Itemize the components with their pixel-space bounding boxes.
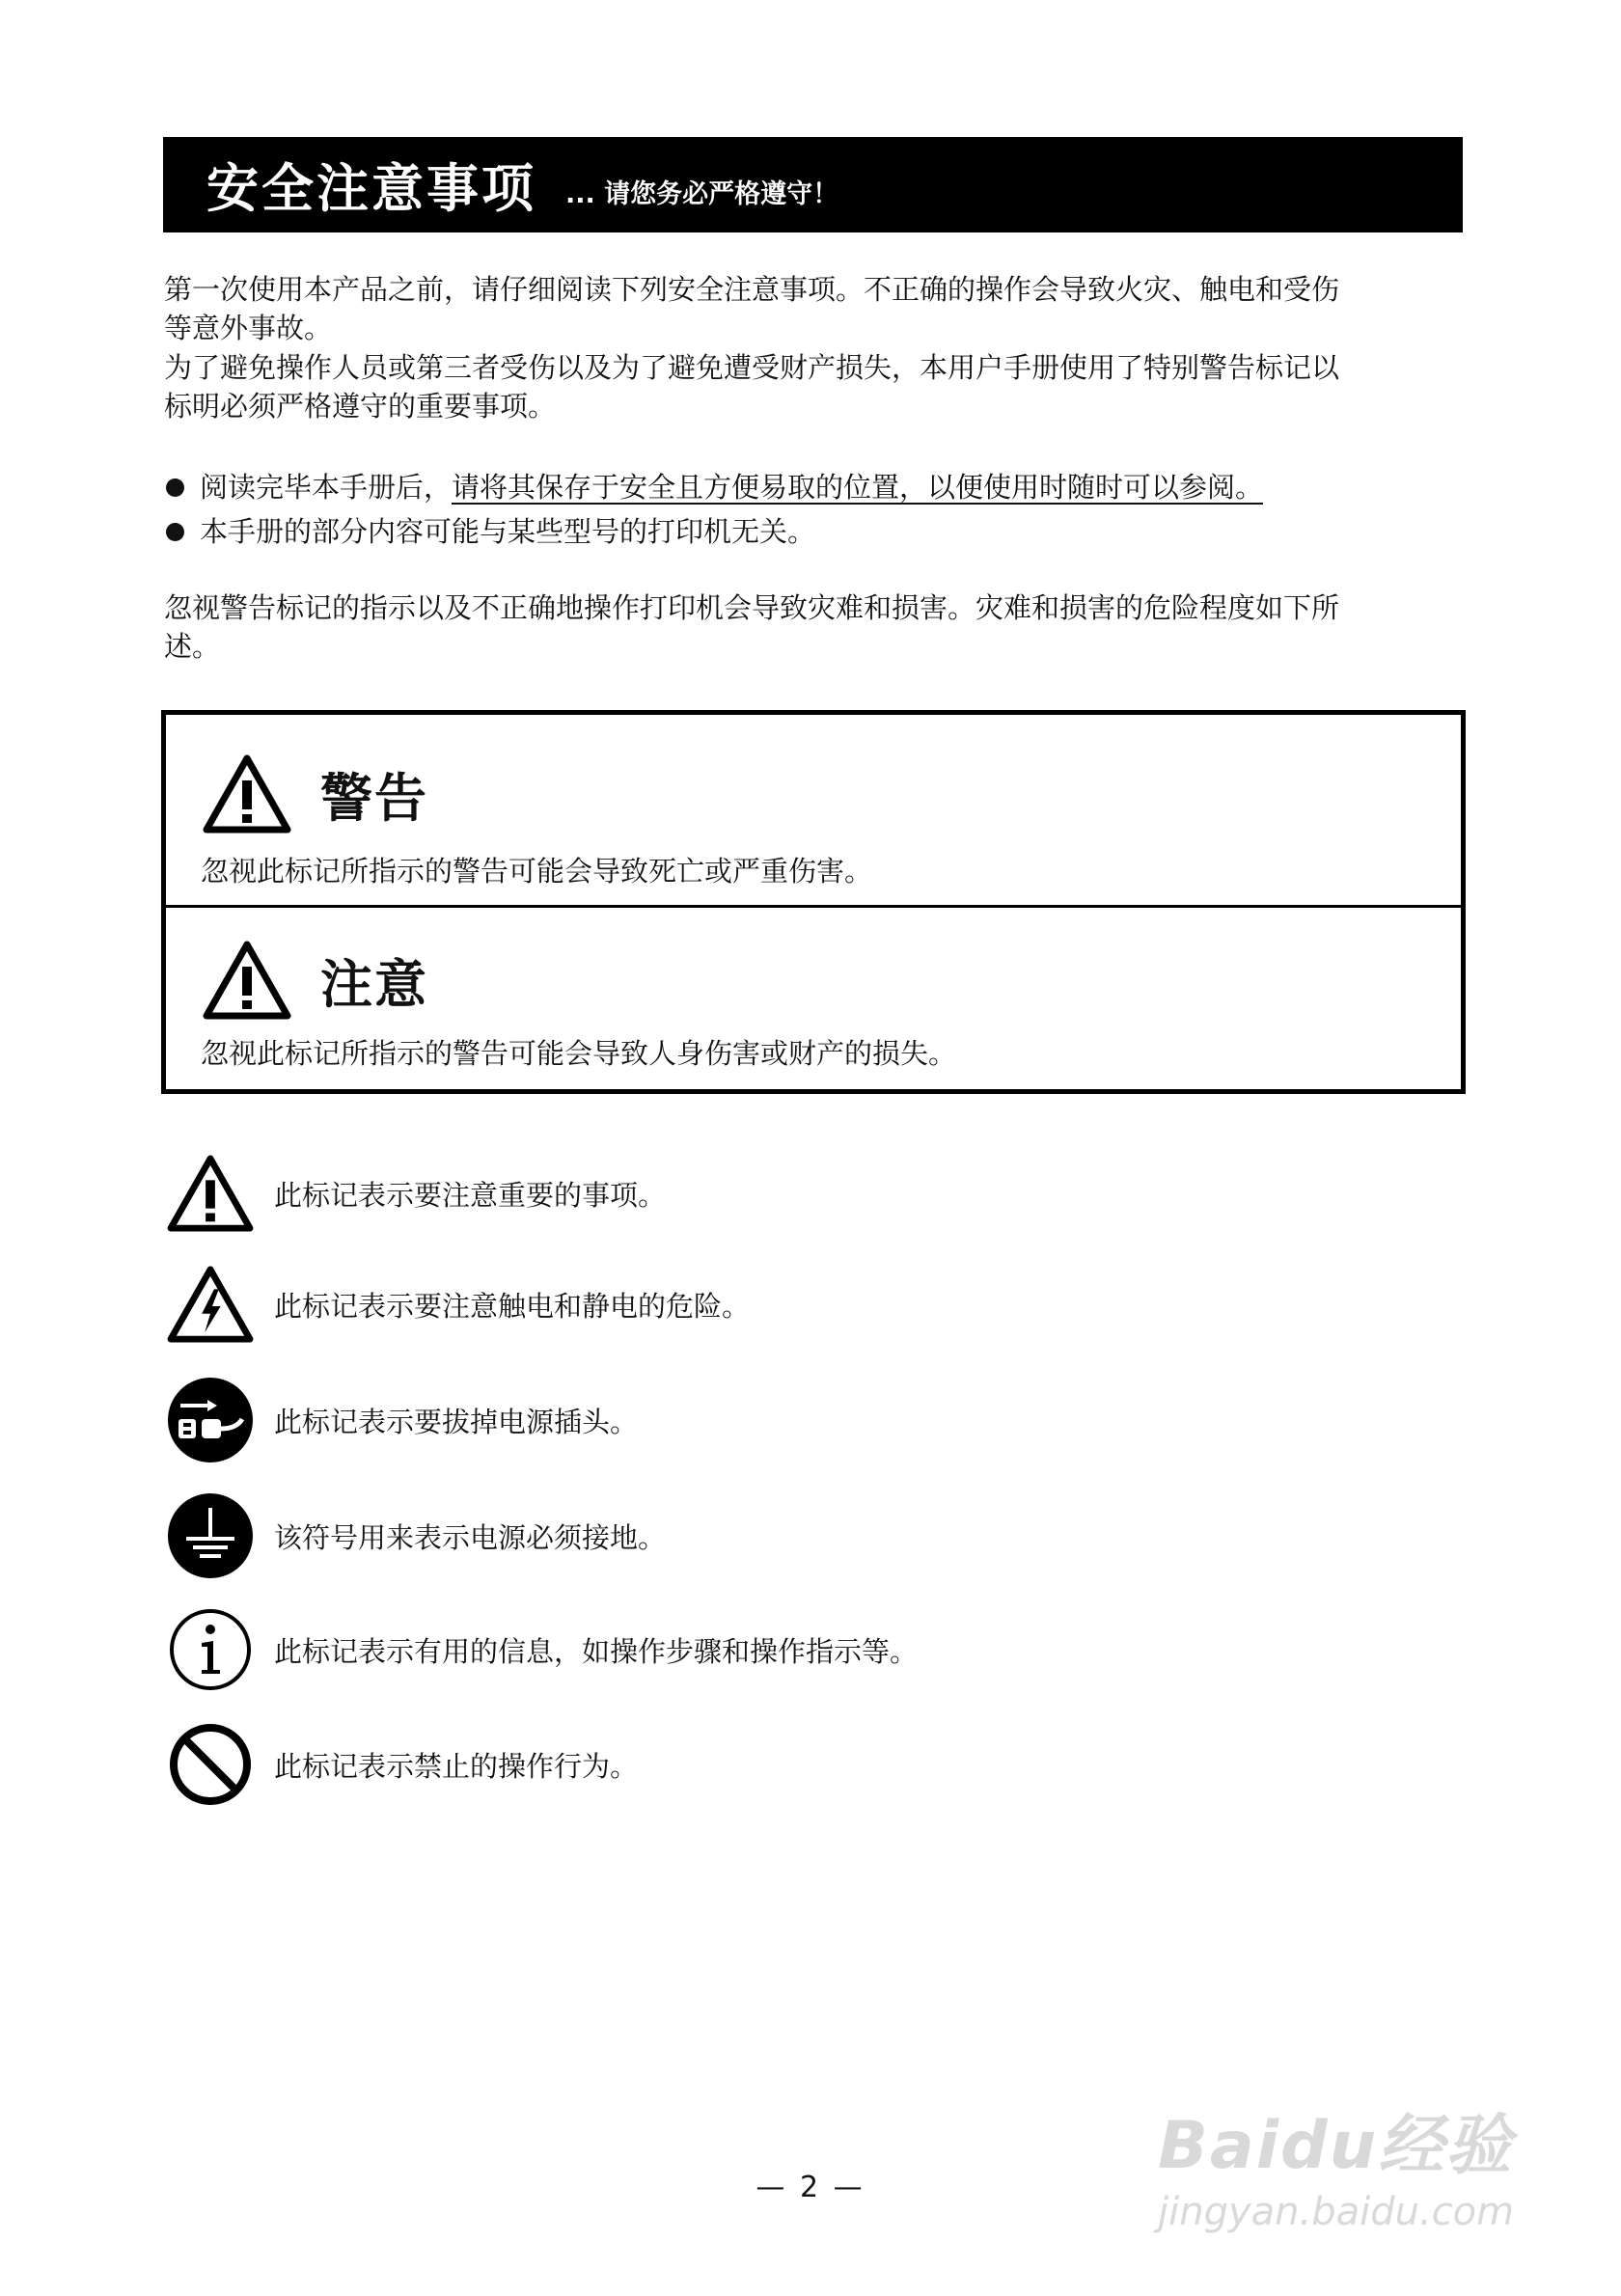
intro-paragraph-1 — [164, 270, 1467, 347]
info-icon — [166, 1606, 255, 1693]
exclamation-triangle-icon — [203, 753, 291, 834]
symbol-text: 此标记表示要注意触电和静电的危险。 — [274, 1289, 751, 1323]
notice-line2: 述。 — [164, 630, 221, 663]
intro-p1-line1: 第一次使用本产品之前，请仔细阅读下列安全注意事项。不正确的操作会导致火灾、触电和受伤 — [164, 273, 1340, 306]
list-item — [166, 465, 1469, 509]
symbol-row — [166, 1150, 666, 1237]
prohibited-icon — [166, 1721, 255, 1808]
page-subtitle: ... 请您务必严格遵守！ — [565, 179, 839, 209]
ground-icon — [166, 1492, 255, 1579]
symbol-row — [166, 1721, 638, 1808]
page-number-text: — 2 — — [756, 2171, 865, 2204]
bullet-list — [166, 465, 1469, 554]
bullet-dot — [166, 523, 184, 541]
intro-p2-line2: 标明必须严格遵守的重要事项。 — [164, 390, 557, 423]
notice-line1: 忽视警告标记的指示以及不正确地操作打印机会导致灾难和损害。灾难和损害的危险程度如下所 — [164, 591, 1340, 624]
unplug-icon — [166, 1377, 255, 1463]
symbol-text: 此标记表示有用的信息，如操作步骤和操作指示等。 — [274, 1634, 919, 1668]
electric-shock-icon — [166, 1261, 255, 1348]
list-item — [166, 509, 1469, 554]
symbol-text: 该符号用来表示电源必须接地。 — [274, 1520, 667, 1554]
warning-text: 忽视此标记所指示的警告可能会导致死亡或严重伤害。 — [201, 855, 873, 888]
intro-p1-line2: 等意外事故。 — [164, 312, 333, 344]
symbol-row — [166, 1261, 750, 1348]
warning-label: 警告 — [320, 767, 428, 829]
bullet-1-underlined: 请将其保存于安全且方便易取的位置，以便使用时随时可以参阅。 — [452, 471, 1264, 504]
warning-section — [166, 715, 1461, 908]
symbol-text: 此标记表示要注意重要的事项。 — [274, 1178, 667, 1212]
watermark — [1158, 2074, 1544, 2248]
warning-heading — [203, 753, 428, 834]
page-title: 安全注意事项 — [206, 158, 536, 219]
bullet-dot — [166, 478, 184, 497]
bullet-1-prefix: 阅读完毕本手册后， — [200, 471, 453, 504]
exclamation-triangle-icon — [166, 1150, 255, 1237]
watermark-logo: Baidu经验 — [1158, 2108, 1514, 2184]
caution-text: 忽视此标记所指示的警告可能会导致人身伤害或财产的损失。 — [201, 1037, 957, 1070]
intro-p2-line1: 为了避免操作人员或第三者受伤以及为了避免遭受财产损失，本用户手册使用了特别警告标记以 — [164, 351, 1340, 384]
title-bar — [163, 137, 1463, 232]
symbol-row — [166, 1492, 666, 1579]
symbol-row — [166, 1377, 638, 1463]
warning-box — [161, 710, 1466, 1094]
symbol-text: 此标记表示禁止的操作行为。 — [274, 1749, 639, 1783]
symbol-row — [166, 1606, 918, 1693]
caution-label: 注意 — [320, 953, 428, 1015]
intro-paragraph-2 — [164, 348, 1467, 425]
bullet-2-text: 本手册的部分内容可能与某些型号的打印机无关。 — [200, 515, 816, 548]
caution-section — [166, 905, 1461, 1089]
notice-paragraph — [164, 588, 1467, 666]
caution-heading — [203, 940, 428, 1021]
symbol-text: 此标记表示要拔掉电源插头。 — [274, 1405, 639, 1438]
watermark-url: jingyan.baidu.com — [1158, 2190, 1515, 2234]
exclamation-triangle-icon — [203, 940, 291, 1021]
